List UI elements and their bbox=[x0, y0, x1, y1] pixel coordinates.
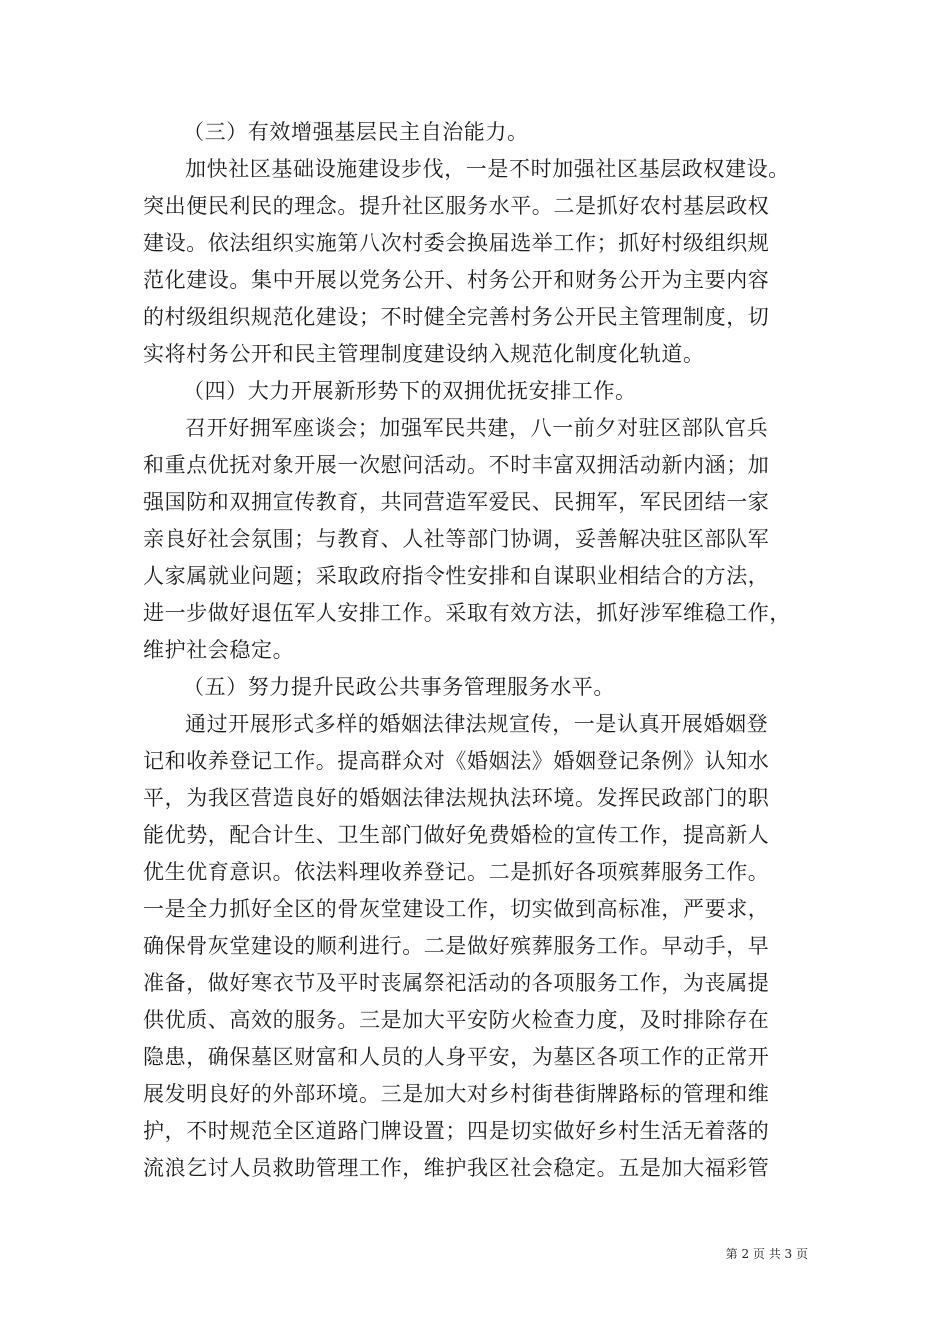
paragraph-line: 展发明良好的外部环境。三是加大对乡村街巷街牌路标的管理和维 bbox=[143, 1082, 770, 1106]
paragraph-line: 加快社区基础设施建设步伐，一是不时加强社区基层政权建设。 bbox=[185, 157, 790, 181]
paragraph-line: 供优质、高效的服务。三是加大平安防火检查力度，及时排除存在 bbox=[143, 1008, 770, 1032]
paragraph-line: 人家属就业问题；采取政府指令性安排和自谋职业相结合的方法， bbox=[143, 564, 770, 588]
paragraph-line: 亲良好社会氛围；与教育、人社等部门协调，妥善解决驻区部队军 bbox=[143, 527, 770, 551]
section-heading: （五）努力提升民政公共事务管理服务水平。 bbox=[183, 675, 615, 699]
paragraph-line: 优生优育意识。依法料理收养登记。二是抓好各项殡葬服务工作。 bbox=[143, 860, 770, 884]
paragraph-line: 突出便民利民的理念。提升社区服务水平。二是抓好农村基层政权 bbox=[143, 194, 770, 218]
paragraph-line: 平，为我区营造良好的婚姻法律法规执法环境。发挥民政部门的职 bbox=[143, 786, 770, 810]
paragraph-line: 准备，做好寒衣节及平时丧属祭祀活动的各项服务工作，为丧属提 bbox=[143, 971, 770, 995]
paragraph-line: 和重点优抚对象开展一次慰问活动。不时丰富双拥活动新内涵；加 bbox=[143, 453, 770, 477]
paragraph-line: 建设。依法组织实施第八次村委会换届选举工作；抓好村级组织规 bbox=[143, 231, 770, 255]
paragraph-line: 召开好拥军座谈会；加强军民共建，八一前夕对驻区部队官兵 bbox=[185, 416, 769, 440]
paragraph-line: 记和收养登记工作。提高群众对《婚姻法》婚姻登记条例》认知水 bbox=[143, 749, 770, 773]
paragraph-line: 的村级组织规范化建设；不时健全完善村务公开民主管理制度，切 bbox=[143, 305, 770, 329]
paragraph-line: 护，不时规范全区道路门牌设置；四是切实做好乡村生活无着落的 bbox=[143, 1119, 770, 1143]
paragraph-line: 范化建设。集中开展以党务公开、村务公开和财务公开为主要内容 bbox=[143, 268, 770, 292]
section-heading: （四）大力开展新形势下的双拥优抚安排工作。 bbox=[183, 379, 637, 403]
paragraph-line: 强国防和双拥宣传教育，共同营造军爱民、民拥军，军民团结一家 bbox=[143, 490, 770, 514]
section-heading: （三）有效增强基层民主自治能力。 bbox=[183, 120, 529, 144]
page-footer bbox=[0, 1243, 950, 1263]
document-body bbox=[143, 114, 823, 1187]
paragraph-line: 实将村务公开和民主管理制度建设纳入规范化制度化轨道。 bbox=[143, 342, 705, 366]
paragraph-line: 能优势，配合计生、卫生部门做好免费婚检的宣传工作，提高新人 bbox=[143, 823, 770, 847]
paragraph-line: 通过开展形式多样的婚姻法律法规宣传，一是认真开展婚姻登 bbox=[185, 712, 769, 736]
paragraph-line: 进一步做好退伍军人安排工作。采取有效方法，抓好涉军维稳工作， bbox=[143, 601, 791, 625]
page-number: 第 2 页 共 3 页 bbox=[725, 1246, 808, 1261]
paragraph-line: 一是全力抓好全区的骨灰堂建设工作，切实做到高标准，严要求， bbox=[143, 897, 770, 921]
paragraph-line: 隐患，确保墓区财富和人员的人身平安，为墓区各项工作的正常开 bbox=[143, 1045, 770, 1069]
paragraph-line: 确保骨灰堂建设的顺利进行。二是做好殡葬服务工作。早动手，早 bbox=[143, 934, 770, 958]
paragraph-line: 维护社会稳定。 bbox=[143, 638, 295, 662]
paragraph-line: 流浪乞讨人员救助管理工作，维护我区社会稳定。五是加大福彩管 bbox=[143, 1156, 770, 1180]
